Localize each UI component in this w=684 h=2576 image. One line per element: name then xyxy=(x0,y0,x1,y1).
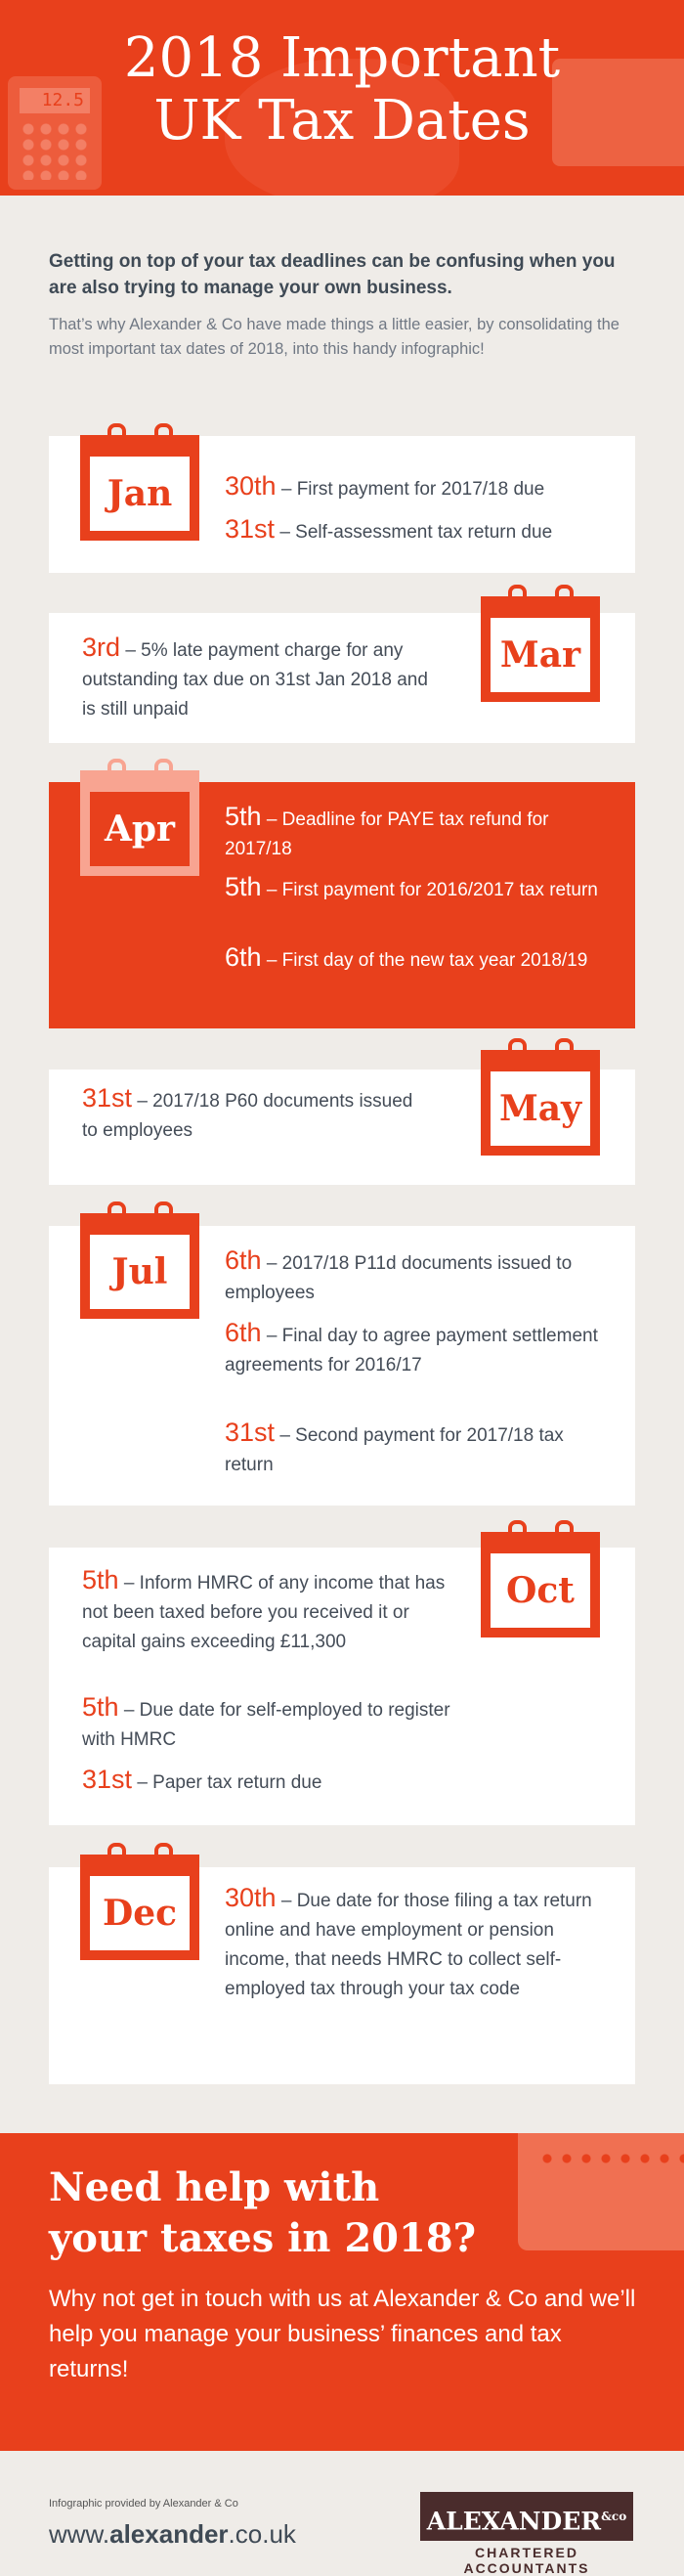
title-line-2: UK Tax Dates xyxy=(153,89,531,153)
url-suffix: .co.uk xyxy=(228,2519,296,2549)
calendar-icon xyxy=(481,596,600,702)
month-card-oct xyxy=(49,1548,635,1825)
month-label: Oct xyxy=(491,1553,590,1628)
event-day: 6th xyxy=(225,1318,262,1347)
event-row xyxy=(225,802,616,864)
month-label: Apr xyxy=(90,792,190,866)
credit-text: Infographic provided by Alexander & Co xyxy=(49,2498,238,2510)
month-label: Dec xyxy=(90,1876,190,1950)
url-brand: alexander xyxy=(109,2519,229,2549)
event-row xyxy=(82,1083,414,1146)
event-day: 6th xyxy=(225,942,262,972)
call-to-action xyxy=(0,2133,684,2451)
event-day: 5th xyxy=(82,1692,119,1722)
url-prefix: www. xyxy=(49,2519,110,2549)
cta-body: Why not get in touch with us at Alexander & Co and we’ll help you manage your business’ finances and tax returns! xyxy=(49,2286,636,2382)
header-banner xyxy=(0,0,684,196)
logo-mark: &co xyxy=(601,2510,627,2523)
event-row xyxy=(225,1883,616,2004)
cta-heading xyxy=(49,2162,557,2264)
event-day: 31st xyxy=(82,1083,133,1113)
company-logo xyxy=(420,2492,633,2541)
event-row xyxy=(225,872,616,905)
calendar-icon xyxy=(80,770,199,876)
cta-heading-line-1: Need help with xyxy=(49,2164,380,2210)
event-text: – Self-assessment tax return due xyxy=(279,522,553,543)
event-day: 6th xyxy=(225,1245,262,1275)
website-link[interactable] xyxy=(49,2519,296,2550)
logo-name: ALEXANDER xyxy=(426,2507,602,2536)
month-label: Jul xyxy=(90,1235,190,1309)
month-card-may xyxy=(49,1070,635,1185)
month-label: Jan xyxy=(90,457,190,531)
calculator-display: 12.5 xyxy=(20,88,90,113)
event-day: 3rd xyxy=(82,633,121,662)
event-day: 31st xyxy=(225,1418,276,1447)
event-text: – Due date for self-employed to register with HMRC xyxy=(82,1700,450,1750)
event-row xyxy=(225,1245,616,1308)
event-text: – 2017/18 P11d documents issued to employees xyxy=(225,1253,573,1303)
calendar-icon xyxy=(80,1213,199,1319)
cta-heading-line-2: your taxes in 2018? xyxy=(49,2215,477,2261)
event-day: 31st xyxy=(225,514,276,544)
event-text: – Deadline for PAYE tax refund for 2017/18 xyxy=(225,809,549,859)
event-text: – Second payment for 2017/18 tax return xyxy=(225,1425,564,1475)
event-row xyxy=(82,1565,463,1657)
event-text: – 2017/18 P60 documents issued to employees xyxy=(82,1091,413,1141)
intro-lead: Getting on top of your tax deadlines can be confusing when you are also trying to manage your own business. xyxy=(49,251,616,298)
event-day: 30th xyxy=(225,1883,277,1912)
month-card-mar xyxy=(49,613,635,743)
event-text: – Final day to agree payment settlement agreements for 2016/17 xyxy=(225,1326,598,1375)
event-text: – Paper tax return due xyxy=(137,1772,322,1793)
event-text: – 5% late payment charge for any outstanding tax due on 31st Jan 2018 and is still unpaid xyxy=(82,640,428,720)
event-row xyxy=(82,1692,473,1755)
intro-sub: That’s why Alexander & Co have made things a little easier, by consolidating the most important tax dates of 2018, into this handy infographic! xyxy=(49,316,620,358)
calendar-icon xyxy=(481,1532,600,1637)
calendar-icon xyxy=(80,1855,199,1960)
intro-section xyxy=(49,248,635,362)
month-label: Mar xyxy=(491,618,590,692)
event-text: – First payment for 2017/18 due xyxy=(280,479,545,500)
title-line-1: 2018 Important xyxy=(123,26,561,90)
event-row xyxy=(225,942,616,976)
event-day: 5th xyxy=(225,872,262,901)
event-row xyxy=(225,471,616,504)
event-day: 5th xyxy=(82,1565,119,1594)
event-text: – First payment for 2016/2017 tax return xyxy=(266,880,598,900)
month-card-jul xyxy=(49,1226,635,1506)
month-card-apr xyxy=(49,782,635,1028)
event-text: – Inform HMRC of any income that has not been taxed before you received it or capital gains exceeding £11,300 xyxy=(82,1573,446,1652)
month-card-jan xyxy=(49,436,635,573)
page-title xyxy=(0,27,684,153)
month-card-dec xyxy=(49,1867,635,2084)
event-day: 5th xyxy=(225,802,262,831)
month-label: May xyxy=(491,1071,590,1146)
event-row xyxy=(82,1765,473,1798)
logo-subtitle: CHARTERED ACCOUNTANTS xyxy=(463,2545,590,2576)
event-row xyxy=(225,514,616,547)
event-row xyxy=(225,1418,616,1480)
event-row xyxy=(225,1318,616,1380)
footer xyxy=(0,2451,684,2576)
calendar-icon xyxy=(481,1050,600,1156)
event-day: 30th xyxy=(225,471,277,501)
event-day: 31st xyxy=(82,1765,133,1794)
event-row xyxy=(82,633,434,724)
event-text: – First day of the new tax year 2018/19 xyxy=(266,950,588,971)
event-text: – Due date for those filing a tax return online and have employment or pension income, that needs HMRC to collect self-employed tax through your tax code xyxy=(225,1891,592,1999)
calendar-icon xyxy=(80,435,199,541)
